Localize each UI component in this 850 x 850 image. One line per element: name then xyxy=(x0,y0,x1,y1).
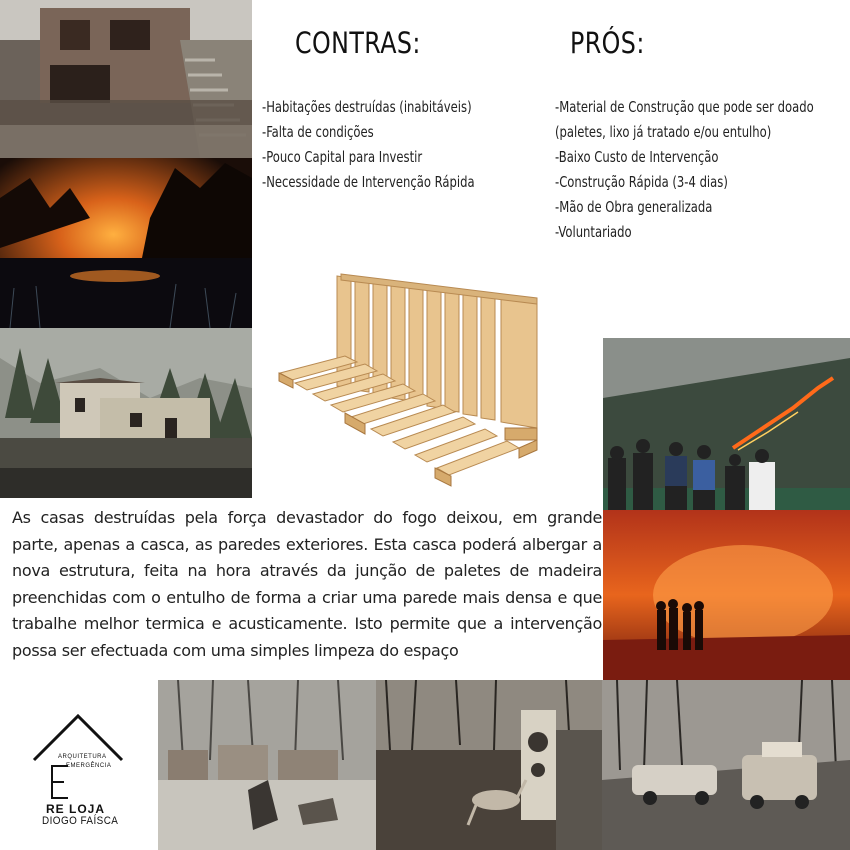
list-item: -Mão de Obra generalizada xyxy=(555,198,713,216)
list-item: -Material de Construção que pode ser doado xyxy=(555,98,814,116)
contras-list xyxy=(262,95,509,195)
photo-forest-fire-night xyxy=(0,158,252,328)
pallet-illustration xyxy=(275,268,545,490)
photo-burned-house-stairs xyxy=(0,0,252,158)
list-item: -Habitações destruídas (inabitáveis) xyxy=(262,98,472,116)
logo-author: DIOGO FAÍSCA xyxy=(42,815,119,827)
contras-heading: CONTRAS: xyxy=(295,26,421,60)
list-item: -Pouco Capital para Investir xyxy=(262,148,423,166)
list-item: -Necessidade de Intervenção Rápida xyxy=(262,173,475,191)
photo-dead-animal-burned-ground xyxy=(376,680,602,850)
photo-burned-cars-road xyxy=(602,680,850,850)
realoja-logo xyxy=(28,712,138,830)
list-item: (paletes, lixo já tratado e/ou entulho) xyxy=(555,123,772,141)
photo-burned-village-ruins xyxy=(158,680,376,850)
list-item: -Falta de condições xyxy=(262,123,374,141)
photo-silhouettes-orange-fire xyxy=(603,510,850,680)
pros-list xyxy=(555,95,850,245)
list-item: -Voluntariado xyxy=(555,223,632,241)
photo-burned-village-house xyxy=(0,328,252,498)
list-item: -Construção Rápida (3-4 dias) xyxy=(555,173,728,191)
logo-tagline-2: EMERGÊNCIA xyxy=(66,763,112,769)
description-paragraph: As casas destruídas pela força devastador do fogo deixou, em grande parte, apenas a casca, as paredes exteriores. Esta casca poderá albergar a nova estrutura, feita na hora através da junção de paletes de madeira preenchidas com o entulho de forma a criar uma parede mais densa e que trabalhe melhor termica e acusticamente. Isto permite que a intervenção possa ser efectuada com uma simples limpeza do espaço xyxy=(12,508,602,660)
photo-people-watching-fire xyxy=(603,338,850,510)
logo-brand-name: RE LOJA xyxy=(46,802,106,816)
list-item: -Baixo Custo de Intervenção xyxy=(555,148,719,166)
logo-tagline-1: ARQUITETURA xyxy=(58,754,107,760)
pros-heading: PRÓS: xyxy=(570,26,645,60)
